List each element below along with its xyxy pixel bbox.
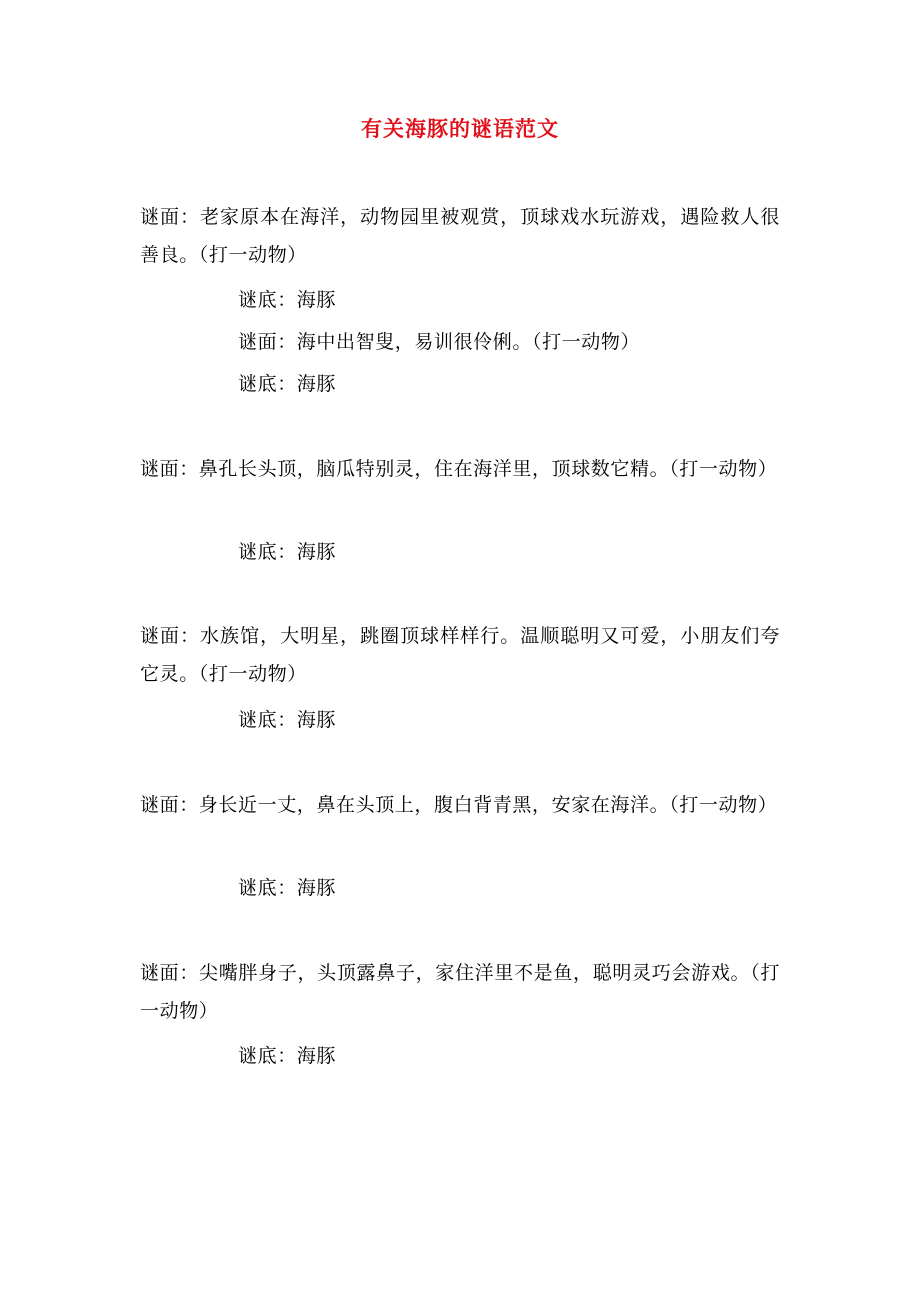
- riddle-question: 谜面：海中出智叟，易训很伶俐。（打一动物）: [238, 331, 641, 353]
- riddle-answer: 谜底：海豚: [238, 1045, 337, 1067]
- document-title: 有关海豚的谜语范文: [361, 116, 559, 141]
- riddle-question: 谜面：尖嘴胖身子，头顶露鼻子，家住洋里不是鱼，聪明灵巧会游戏。（打一动物）: [140, 962, 780, 1022]
- riddle-question: 谜面：水族馆，大明星，跳圈顶球样样行。温顺聪明又可爱，小朋友们夸它灵。（打一动物）: [140, 625, 780, 685]
- riddle-answer: 谜底：海豚: [238, 289, 337, 311]
- riddle-answer: 谜底：海豚: [238, 541, 337, 563]
- riddle-question: 谜面：鼻孔长头顶，脑瓜特别灵，住在海洋里，顶球数它精。（打一动物）: [140, 458, 778, 480]
- riddle-answer: 谜底：海豚: [238, 373, 337, 395]
- riddle-question: 谜面：老家原本在海洋，动物园里被观赏，顶球戏水玩游戏，遇险救人很善良。（打一动物）: [140, 206, 780, 266]
- riddle-answer: 谜底：海豚: [238, 709, 337, 731]
- riddle-answer: 谜底：海豚: [238, 877, 337, 899]
- riddle-question: 谜面：身长近一丈，鼻在头顶上，腹白背青黑，安家在海洋。（打一动物）: [140, 794, 778, 816]
